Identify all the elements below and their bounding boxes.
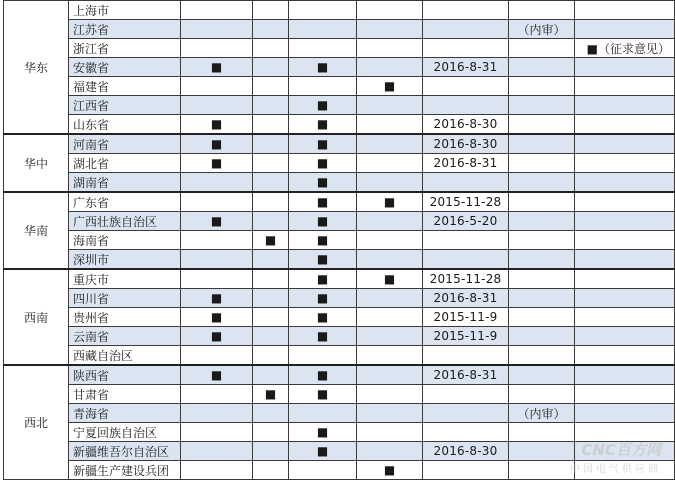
mark-cell: ■ [289, 173, 357, 193]
province-cell: 甘肃省 [69, 385, 181, 404]
mark-cell [253, 365, 289, 385]
table-row [4, 58, 675, 77]
mark-cell [253, 1, 289, 20]
date-cell [423, 1, 509, 20]
date-cell [423, 423, 509, 442]
mark-cell [357, 327, 423, 346]
province-cell: 湖北省 [69, 154, 181, 173]
province-cell: 山东省 [69, 115, 181, 135]
mark-cell: ■ [357, 192, 423, 212]
mark-cell [181, 39, 253, 58]
mark-cell [181, 385, 253, 404]
table-row [4, 346, 675, 366]
mark-cell: ■ [289, 385, 357, 404]
mark-cell [253, 77, 289, 96]
mark-cell: ■ [289, 192, 357, 212]
mark-cell: ■ [289, 154, 357, 173]
province-cell: 云南省 [69, 327, 181, 346]
mark-cell [253, 250, 289, 270]
mark-cell [253, 423, 289, 442]
date-cell: 2016-8-30 [423, 442, 509, 461]
province-cell: 宁夏回族自治区 [69, 423, 181, 442]
note-cell [575, 1, 675, 20]
province-cell: 西藏自治区 [69, 346, 181, 366]
mark-cell: ■ [181, 212, 253, 231]
note-cell [509, 231, 575, 250]
province-cell: 贵州省 [69, 308, 181, 327]
mark-cell [357, 154, 423, 173]
province-cell: 海南省 [69, 231, 181, 250]
table-row [4, 250, 675, 270]
note-cell [509, 250, 575, 270]
mark-cell [357, 96, 423, 115]
mark-cell [357, 58, 423, 77]
mark-cell: ■ [289, 212, 357, 231]
province-cell: 安徽省 [69, 58, 181, 77]
note-cell [509, 423, 575, 442]
date-cell: 2015-11-28 [423, 269, 509, 289]
mark-cell [253, 58, 289, 77]
province-cell: 新疆生产建设兵团 [69, 461, 181, 480]
table-row [4, 192, 675, 212]
note-cell [575, 77, 675, 96]
mark-cell [357, 404, 423, 423]
province-cell: 深圳市 [69, 250, 181, 270]
mark-cell [289, 39, 357, 58]
note-cell [575, 134, 675, 154]
note-cell [575, 269, 675, 289]
note-cell [575, 173, 675, 193]
note-cell [509, 134, 575, 154]
mark-cell [289, 77, 357, 96]
date-cell [423, 39, 509, 58]
note-cell [509, 308, 575, 327]
note-cell [575, 289, 675, 308]
mark-cell: ■ [357, 269, 423, 289]
note-cell [575, 365, 675, 385]
note-cell [509, 154, 575, 173]
table-row [4, 289, 675, 308]
mark-cell [357, 365, 423, 385]
mark-cell: ■ [289, 308, 357, 327]
region-label: 华中 [4, 134, 69, 192]
mark-cell [253, 289, 289, 308]
table-row [4, 404, 675, 423]
table-row [4, 365, 675, 385]
province-cell: 福建省 [69, 77, 181, 96]
note-cell [575, 58, 675, 77]
province-cell: 上海市 [69, 1, 181, 20]
province-cell: 重庆市 [69, 269, 181, 289]
note-cell [509, 327, 575, 346]
mark-cell [181, 20, 253, 39]
date-cell: 2016-5-20 [423, 212, 509, 231]
note-cell [509, 115, 575, 135]
mark-cell: ■ [253, 385, 289, 404]
note-cell [575, 346, 675, 366]
mark-cell [181, 461, 253, 480]
mark-cell [289, 1, 357, 20]
mark-cell [357, 423, 423, 442]
note-cell: ■（征求意见） [575, 39, 675, 58]
table-row [4, 77, 675, 96]
mark-cell: ■ [181, 289, 253, 308]
table-row [4, 173, 675, 193]
table-row [4, 1, 675, 20]
province-cell: 浙江省 [69, 39, 181, 58]
mark-cell [181, 250, 253, 270]
date-cell: 2016-8-30 [423, 134, 509, 154]
province-cell: 广西壮族自治区 [69, 212, 181, 231]
mark-cell: ■ [289, 269, 357, 289]
note-cell [509, 1, 575, 20]
note-cell [509, 58, 575, 77]
note-cell [509, 461, 575, 480]
mark-cell [181, 231, 253, 250]
date-cell [423, 385, 509, 404]
note-cell [575, 154, 675, 173]
mark-cell [357, 20, 423, 39]
province-cell: 河南省 [69, 134, 181, 154]
date-cell [423, 77, 509, 96]
mark-cell: ■ [181, 308, 253, 327]
mark-cell [181, 77, 253, 96]
table-row [4, 134, 675, 154]
mark-cell [253, 96, 289, 115]
note-cell [575, 96, 675, 115]
mark-cell: ■ [289, 289, 357, 308]
table-row [4, 308, 675, 327]
mark-cell: ■ [181, 327, 253, 346]
note-cell: （内审） [509, 20, 575, 39]
date-cell: 2016-8-30 [423, 115, 509, 135]
mark-cell [253, 346, 289, 366]
note-cell [509, 39, 575, 58]
region-label: 西南 [4, 269, 69, 365]
mark-cell [253, 404, 289, 423]
province-cell: 四川省 [69, 289, 181, 308]
policy-table [3, 0, 675, 480]
note-cell: （内审） [509, 404, 575, 423]
mark-cell [289, 461, 357, 480]
mark-cell: ■ [253, 231, 289, 250]
mark-cell [253, 327, 289, 346]
mark-cell [357, 385, 423, 404]
note-cell [575, 385, 675, 404]
mark-cell: ■ [289, 365, 357, 385]
date-cell [423, 173, 509, 193]
date-cell: 2016-8-31 [423, 289, 509, 308]
note-cell [575, 327, 675, 346]
mark-cell [357, 308, 423, 327]
mark-cell [357, 250, 423, 270]
date-cell: 2016-8-31 [423, 365, 509, 385]
province-cell: 江苏省 [69, 20, 181, 39]
mark-cell [253, 154, 289, 173]
mark-cell [357, 1, 423, 20]
table-row [4, 20, 675, 39]
date-cell [423, 20, 509, 39]
mark-cell: ■ [289, 423, 357, 442]
table-row [4, 115, 675, 135]
note-cell [575, 212, 675, 231]
watermark [570, 439, 661, 475]
province-cell: 青海省 [69, 404, 181, 423]
mark-cell: ■ [181, 365, 253, 385]
mark-cell [253, 134, 289, 154]
mark-cell [253, 308, 289, 327]
mark-cell [181, 346, 253, 366]
mark-cell [357, 231, 423, 250]
mark-cell [357, 115, 423, 135]
mark-cell: ■ [289, 134, 357, 154]
note-cell [509, 212, 575, 231]
mark-cell [253, 173, 289, 193]
mark-cell [253, 39, 289, 58]
mark-cell: ■ [289, 231, 357, 250]
note-cell [575, 192, 675, 212]
mark-cell: ■ [357, 461, 423, 480]
mark-cell: ■ [289, 115, 357, 135]
mark-cell: ■ [181, 154, 253, 173]
note-cell [575, 231, 675, 250]
mark-cell [289, 20, 357, 39]
mark-cell [253, 20, 289, 39]
note-cell [509, 365, 575, 385]
mark-cell [181, 96, 253, 115]
table-row [4, 39, 675, 58]
mark-cell: ■ [289, 327, 357, 346]
table-row [4, 212, 675, 231]
province-cell: 新疆维吾尔自治区 [69, 442, 181, 461]
mark-cell: ■ [289, 96, 357, 115]
province-cell: 广东省 [69, 192, 181, 212]
note-cell [575, 250, 675, 270]
region-label: 西北 [4, 365, 69, 480]
mark-cell [357, 212, 423, 231]
mark-cell [253, 192, 289, 212]
province-cell: 陕西省 [69, 365, 181, 385]
mark-cell [357, 134, 423, 154]
date-cell [423, 461, 509, 480]
mark-cell [289, 404, 357, 423]
mark-cell [181, 269, 253, 289]
mark-cell [253, 269, 289, 289]
table-row [4, 385, 675, 404]
note-cell [575, 308, 675, 327]
table-row [4, 231, 675, 250]
mark-cell [253, 115, 289, 135]
date-cell [423, 346, 509, 366]
watermark-subtitle: 中国电气供应商 [570, 464, 661, 475]
mark-cell [181, 192, 253, 212]
date-cell: 2015-11-9 [423, 308, 509, 327]
mark-cell [357, 289, 423, 308]
province-cell: 江西省 [69, 96, 181, 115]
mark-cell [357, 442, 423, 461]
table-row [4, 154, 675, 173]
note-cell [509, 346, 575, 366]
note-cell [575, 20, 675, 39]
note-cell [509, 385, 575, 404]
mark-cell [357, 173, 423, 193]
mark-cell [357, 39, 423, 58]
mark-cell: ■ [289, 442, 357, 461]
mark-cell [253, 442, 289, 461]
date-cell [423, 404, 509, 423]
note-cell [575, 115, 675, 135]
mark-cell [253, 212, 289, 231]
date-cell [423, 231, 509, 250]
mark-cell [357, 346, 423, 366]
note-cell [509, 442, 575, 461]
mark-cell [181, 404, 253, 423]
date-cell: 2016-8-31 [423, 154, 509, 173]
watermark-logo: CNC百方网 [581, 441, 661, 459]
date-cell: 2015-11-9 [423, 327, 509, 346]
note-cell [575, 404, 675, 423]
table-row [4, 269, 675, 289]
mark-cell: ■ [181, 115, 253, 135]
date-cell: 2016-8-31 [423, 58, 509, 77]
note-cell [509, 77, 575, 96]
note-cell [509, 289, 575, 308]
region-label: 华东 [4, 1, 69, 135]
mark-cell: ■ [357, 77, 423, 96]
mark-cell: ■ [181, 58, 253, 77]
note-cell [509, 269, 575, 289]
table-body [4, 1, 675, 480]
mark-cell: ■ [181, 134, 253, 154]
mark-cell [253, 461, 289, 480]
note-cell [509, 96, 575, 115]
mark-cell: ■ [289, 250, 357, 270]
province-cell: 湖南省 [69, 173, 181, 193]
mark-cell [181, 423, 253, 442]
table-row [4, 96, 675, 115]
note-cell [509, 192, 575, 212]
mark-cell [289, 346, 357, 366]
date-cell: 2015-11-28 [423, 192, 509, 212]
mark-cell [181, 1, 253, 20]
date-cell [423, 96, 509, 115]
mark-cell [181, 442, 253, 461]
note-cell [509, 173, 575, 193]
region-label: 华南 [4, 192, 69, 269]
mark-cell [181, 173, 253, 193]
date-cell [423, 250, 509, 270]
mark-cell: ■ [289, 58, 357, 77]
table-row [4, 327, 675, 346]
